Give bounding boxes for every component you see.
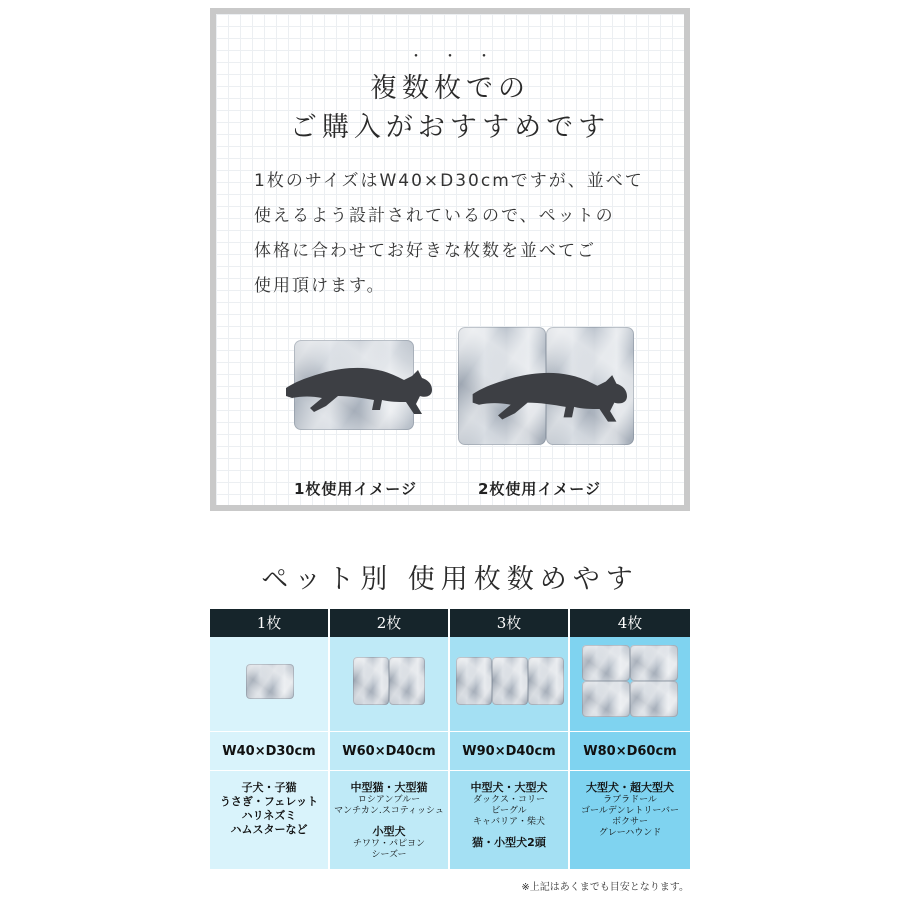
pet-line: ボクサー [611,817,648,827]
size-label: W40×D30cm [210,731,328,771]
pet-line: 中型犬・大型犬 [470,781,548,794]
size-label: W80×D60cm [570,731,690,771]
size-guide-table [210,609,690,869]
headline-line1: 複数枚での [370,73,530,104]
pad-layout-1 [210,637,328,731]
caption-one-sheet: 1枚使用イメージ [294,480,417,498]
column-header: 1枚 [210,609,328,637]
pad-layout-3 [450,637,568,731]
column-1-sheet [210,609,328,869]
column-3-sheets [450,609,568,869]
pad-layout-4 [570,637,690,731]
pad-tile [246,664,294,699]
spacer [330,817,448,825]
emphasis-dots: ・・・ [409,49,511,65]
pet-line: グレーハウンド [598,828,662,838]
pet-line: ビーグル [491,806,527,816]
pet-info [210,771,328,837]
pet-line: ラブラドール [603,795,657,805]
description-line: 使えるよう設計されているので、ペットの [254,206,615,226]
pet-line: うさぎ・フェレット [219,795,319,808]
pad-tile [456,657,492,705]
pad-tile [353,657,389,705]
pet-line: ゴールデンレトリーバー [581,806,679,816]
column-2-sheets [330,609,448,869]
pet-line: ダックス・コリー [473,795,545,805]
size-label: W90×D40cm [450,731,568,771]
pet-info [570,771,690,839]
description-line: 1枚のサイズはW40×D30cmですが、並べて [254,171,644,191]
description-line: 使用頂けます。 [254,276,386,296]
column-header: 3枚 [450,609,568,637]
pet-line: ハムスターなど [230,823,308,836]
column-header: 4枚 [570,609,690,637]
size-label: W60×D40cm [330,731,448,771]
column-header: 2枚 [330,609,448,637]
pet-line: シーズー [371,850,407,860]
cat-silhouette-icon [282,350,442,420]
intro-panel [210,8,690,511]
section-title: ペット別 使用枚数めやす [261,564,639,595]
pet-info [330,771,448,861]
column-4-sheets [570,609,690,869]
pet-line: チワワ・パピヨン [352,839,425,849]
pad-tile [389,657,425,705]
pet-line: 中型猫・大型猫 [350,781,428,794]
cat-silhouette-icon [468,354,638,428]
caption-two-sheets: 2枚使用イメージ [478,480,601,498]
pet-line: キャバリア・柴犬 [472,817,545,827]
headline-line2: ご購入がおすすめです [289,112,611,143]
pet-line: 大型犬・超大型犬 [586,781,674,794]
pet-line: マンチカン.スコティッシュ [334,806,444,816]
spacer [450,828,568,836]
pet-line: ハリネズミ [241,809,297,822]
pad-tile [630,645,678,681]
pad-tile [582,681,630,717]
description [254,164,664,304]
pet-line: 子犬・子猫 [241,781,297,794]
pet-info [450,771,568,850]
pet-line: ロシアンブルー [357,795,421,805]
pet-line: 猫・小型犬2頭 [472,836,546,849]
pad-tile [528,657,564,705]
pad-tile [492,657,528,705]
pad-layout-2 [330,637,448,731]
pad-tile [630,681,678,717]
pet-line: 小型犬 [372,825,406,838]
description-line: 体格に合わせてお好きな枚数を並べてご [254,241,596,261]
disclaimer-note: ※上記はあくまでも目安となります。 [521,882,689,893]
pad-tile [582,645,630,681]
